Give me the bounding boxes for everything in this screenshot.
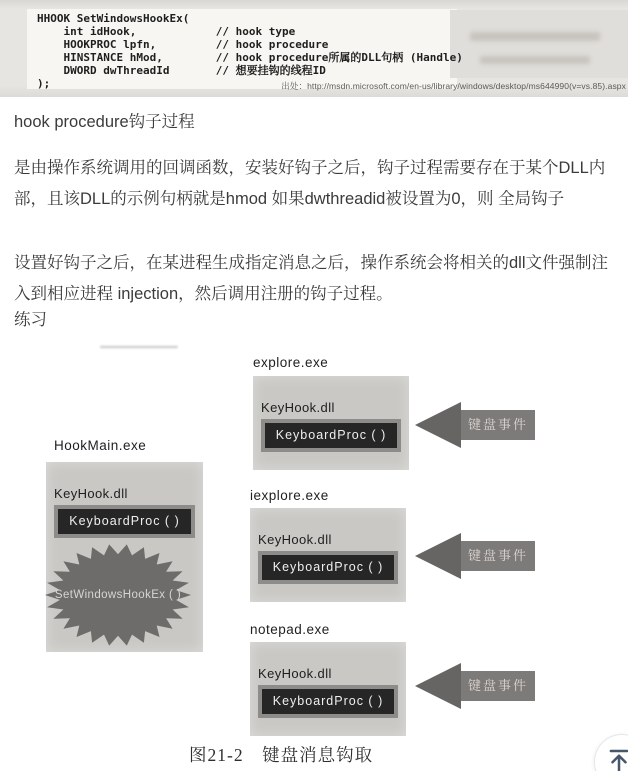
- code-line: int idHook, // hook type: [37, 25, 296, 38]
- keyboardproc-box: KeyboardProc ( ): [262, 555, 394, 580]
- notepad-dll-label: KeyHook.dll: [258, 666, 332, 681]
- code-snippet-scan: [0, 0, 628, 97]
- keyboardproc-box: KeyboardProc ( ): [58, 509, 191, 534]
- keyboard-event-arrow: [415, 663, 535, 709]
- hookmain-process-box: [46, 462, 203, 652]
- hookmain-title: HookMain.exe: [54, 438, 147, 453]
- hookmain-dll-label: KeyHook.dll: [54, 486, 128, 501]
- explore-dll-label: KeyHook.dll: [261, 400, 335, 415]
- keyboard-event-arrow: [415, 402, 535, 448]
- left-arrow-icon: [415, 663, 461, 709]
- paragraph-injection-description: 设置好钩子之后，在某进程生成指定消息之后，操作系统会将相关的dll文件强制注入到相应进程 injection，然后调用注册的钩子过程。: [14, 254, 609, 303]
- scan-bleedthrough-artifact: [470, 32, 600, 41]
- explore-process-box: [253, 376, 409, 470]
- iexplore-title: iexplore.exe: [250, 488, 329, 503]
- scan-ghost-area: [450, 10, 628, 78]
- left-arrow-icon: [415, 533, 461, 579]
- code-block: [37, 12, 463, 90]
- explore-title: explore.exe: [253, 355, 329, 370]
- notepad-process-box: [250, 642, 406, 736]
- setwindowshookex-starburst: [43, 542, 193, 648]
- keyboard-event-label: 键盘事件: [461, 671, 535, 701]
- keyboardproc-box: KeyboardProc ( ): [265, 423, 397, 448]
- paragraph-callback-description: 是由操作系统调用的回调函数，安装好钩子之后，钩子过程需要存在于某个DLL内部，且该DLL的示例句柄就是hmod 如果dwthreadid被设置为0，则 全局钩子: [14, 159, 606, 208]
- left-arrow-icon: [415, 402, 461, 448]
- code-line: HHOOK SetWindowsHookEx(: [37, 12, 190, 25]
- source-url-text: 出处：http://msdn.microsoft.com/en-us/library/windows/desktop/ms644990(v=vs.85).aspx: [281, 81, 626, 91]
- keyboardproc-frame: [54, 505, 195, 538]
- keyboardproc-frame: [258, 551, 398, 584]
- keyboard-event-label: 键盘事件: [461, 410, 535, 440]
- figure-caption: 图21-2 键盘消息钩取: [189, 745, 374, 765]
- iexplore-process-box: [250, 508, 406, 602]
- arrow-up-to-bar-icon: [604, 746, 628, 771]
- keyboard-event-label: 键盘事件: [461, 541, 535, 571]
- keyboard-event-arrow: [415, 533, 535, 579]
- keyboardproc-frame: [258, 685, 398, 718]
- figure-keyboard-hook-diagram: [0, 345, 628, 771]
- iexplore-dll-label: KeyHook.dll: [258, 532, 332, 547]
- paragraph-practice: 练习: [14, 311, 47, 329]
- code-line: DWORD dwThreadId // 想要挂钩的线程ID: [37, 64, 326, 77]
- notepad-title: notepad.exe: [250, 622, 330, 637]
- scan-smudge-artifact: [100, 346, 178, 348]
- code-line: );: [37, 77, 51, 90]
- scan-bleedthrough-artifact: [480, 56, 590, 64]
- code-line: HINSTANCE hMod, // hook procedure所属的DLL句柄 (Handle): [37, 51, 463, 64]
- keyboardproc-box: KeyboardProc ( ): [262, 689, 394, 714]
- code-line: HOOKPROC lpfn, // hook procedure: [37, 38, 329, 51]
- api-call-label: SetWindowsHookEx ( ): [54, 589, 182, 601]
- keyboardproc-frame: [261, 419, 401, 452]
- paragraph-hook-procedure: hook procedure钩子过程: [14, 113, 195, 131]
